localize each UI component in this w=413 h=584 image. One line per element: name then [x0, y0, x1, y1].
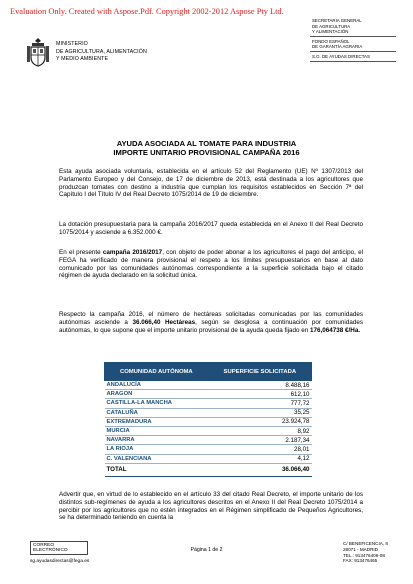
spanish-coat-of-arms-icon — [25, 36, 51, 68]
region-cell: NAVARRA — [105, 436, 209, 445]
region-cell: ARAGON — [105, 390, 209, 399]
value-cell: 777,72 — [208, 399, 311, 408]
evaluation-watermark: Evaluation Only. Created with Aspose.Pdf. Copyright 2002-2012 Aspose Pty Ltd. — [10, 7, 284, 16]
table-row — [105, 399, 312, 408]
table-row — [105, 445, 312, 454]
table-row — [105, 408, 312, 417]
region-cell: ANDALUCÍA — [105, 381, 209, 390]
ministry-line-3: Y MEDIO AMBIENTE — [56, 56, 109, 63]
value-cell: 35,25 — [208, 408, 311, 417]
total-label: TOTAL — [105, 463, 209, 476]
ministry-heading — [56, 41, 147, 64]
region-cell: C. VALENCIANA — [105, 454, 209, 463]
region-cell: MURCIA — [105, 426, 209, 435]
paragraph-hectares: Respecto la campaña 2016, el número de hectáreas solicitadas comunicadas por las comunidades autónomas asciende a 36.066,40 Hectáreas, según se desglosa a continuación por comunidades autónomas, lo que supone que el importe unitario provisional de la ayuda queda fijado en 176,064738 €/Ha. — [59, 311, 363, 334]
value-cell: 612,10 — [208, 390, 311, 399]
paragraph-budget: La dotación presupuestaria para la campaña 2016/2017 queda establecida en el Anexo II del Real Decreto 1075/2014 y asciende a 6.352.000 €. — [59, 221, 363, 236]
region-cell: CATALUÑA — [105, 408, 209, 417]
table-row — [105, 436, 312, 445]
value-cell: 23.924,78 — [208, 417, 311, 426]
paragraph-advertir: Advertir que, en virtud de lo establecido en el artículo 33 del citado Real Decreto, el importe unitario de los distintos sub-regímenes de ayuda a los agricultores descritos en el Anexo II del Real Decreto 1075/2014 a percibir por los agricultores que no estén integrados en el Régimen simplificado de Pequeños Agricultores, se ha determinado teniendo en cuenta la — [59, 491, 363, 522]
document-title: AYUDA ASOCIADA AL TOMATE PARA INDUSTRIA — [116, 139, 297, 148]
value-cell: 2.187,34 — [208, 436, 311, 445]
ministry-line-2: DE AGRICULTURA, ALIMENTACIÓN — [56, 48, 147, 55]
table-row — [105, 454, 312, 463]
table-row — [105, 417, 312, 426]
ministry-line-1: MINISTERIO — [56, 41, 88, 47]
total-value: 36.066,40 — [208, 463, 311, 476]
paragraph-campaign: En el presente campaña 2016/2017, con objeto de poder abonar a los agricultores el pago del anticipo, el FEGA ha verificado de manera provisional el respeto a los límites presupuestarios en base al dato comunicado por las comunidades autónomas correspondiente a la superficie solicitada bajo el citado régimen de ayuda declarado en la solicitud única. — [59, 249, 363, 280]
sg-ayudas-directas: S.G. DE AYUDAS DIRECTAS — [310, 52, 396, 62]
value-cell: 4,12 — [208, 454, 311, 463]
value-cell: 8,92 — [208, 426, 311, 435]
hectares-table — [104, 362, 312, 477]
footer-address: C/ BENEFICENCIA, 8 28071 - MADRID TEL.: 913476406-08 FAX: 913476465 — [343, 541, 388, 564]
value-cell: 28,01 — [208, 445, 311, 454]
header-superficie: SUPERFICIE SOLICITADA — [208, 363, 311, 381]
document-subtitle: IMPORTE UNITARIO PROVISIONAL CAMPAÑA 2016 — [113, 148, 300, 157]
table-row — [105, 426, 312, 435]
header-comunidad: COMUNIDAD AUTÓNOMA — [105, 363, 209, 381]
table-total-row — [105, 463, 312, 476]
paragraph-intro: Esta ayuda asociada voluntaria, establecida en el artículo 52 del Reglamento (UE) Nº 1307/2013 del Parlamento Europeo y del Consejo, de 17 de diciembre de 2013, está destinada a los agricultores que produzcan tomates con destino a industria que cumplan los requisitos establecidos en Sección 7ª del Capítulo I del Título IV del Real Decreto 1075/2014 de 19 de diciembre. — [59, 168, 363, 199]
region-cell: LA RIOJA — [105, 445, 209, 454]
secretaria-box — [310, 16, 396, 62]
secretaria-general: SECRETARIA GENERAL DE AGRICULTURA Y ALIMENTACIÓN — [310, 16, 396, 37]
table-row — [105, 381, 312, 390]
fondo-espanol: FONDO ESPAÑOL DE GARANTÍA AGRARIA — [310, 37, 396, 52]
footer-email[interactable]: sg.ayudasdirectas@fega.es — [30, 559, 90, 564]
correo-label: CORREO ELECTRÓNICO — [30, 541, 88, 555]
value-cell: 8.488,16 — [208, 381, 311, 390]
table-row — [105, 390, 312, 399]
page-number: Página 1 de 2 — [190, 547, 223, 553]
region-cell: CASTILLA-LA MANCHA — [105, 399, 209, 408]
region-cell: EXTREMADURA — [105, 417, 209, 426]
